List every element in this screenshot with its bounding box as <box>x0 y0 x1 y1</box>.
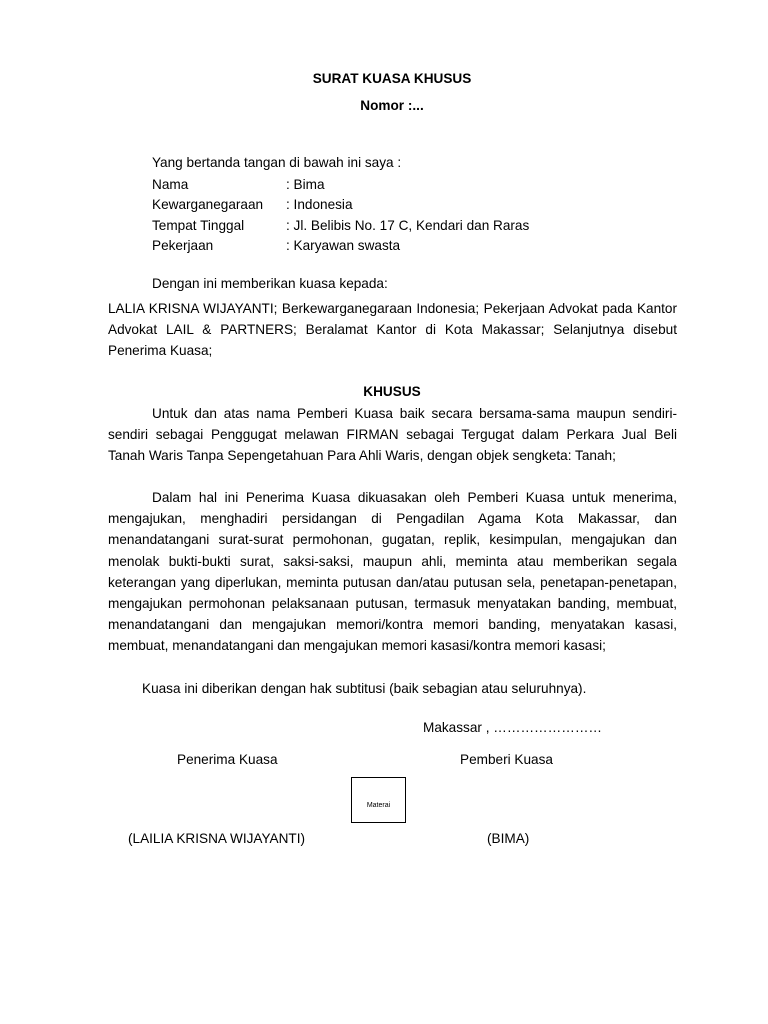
identity-value: : Karyawan swasta <box>286 237 401 253</box>
identity-label: Kewarganegaraan <box>152 197 264 213</box>
hak-paragraph: Kuasa ini diberikan dengan hak subtitusi (baik sebagian atau seluruhnya). <box>142 681 587 696</box>
document-number: Nomor :... <box>360 98 424 113</box>
materai-label: Materai <box>366 802 391 809</box>
identity-label: Nama <box>152 177 189 192</box>
penerima-kuasa-label: Penerima Kuasa <box>177 752 278 767</box>
dalam-paragraph: Dalam hal ini Penerima Kuasa dikuasakan oleh Pemberi Kuasa untuk menerima, mengajukan, menghadiri persidangan di Pengadilan Agama Kota Makassar, dan menandatangani surat-surat permohonan, gugatan, replik, kesimpulan, mengajukan dan menolak bukti-bukti surat, saksi-saksi, maupun ahli, meminta atau memberikan segala keterangan yang diperlukan, meminta putusan dan/atau putusan sela, penetapan-penetapan, mengajukan permohonan pelaksanaan putusan, termasuk menyatakan banding, membuat, menandatangani dan mengajukan memori/kontra memori banding, menyatakan kasasi, membuat, menandatangani dan mengajukan memori kasasi/kontra memori kasasi; <box>108 490 677 654</box>
identity-value: : Jl. Belibis No. 17 C, Kendari dan Raras <box>286 217 530 233</box>
identity-row <box>152 236 529 256</box>
penerima-kuasa-name: (LAILIA KRISNA WIJAYANTI) <box>128 831 306 846</box>
kuasa-intro-line: Dengan ini memberikan kuasa kepada: <box>152 276 388 291</box>
identity-row <box>152 216 529 236</box>
untuk-paragraph: Untuk dan atas nama Pemberi Kuasa baik secara bersama-sama maupun sendiri-sendiri sebagai Penggugat melawan FIRMAN sebagai Tergugat dalam Perkara Jual Beli Tanah Waris Tanpa Sepengetahuan Para Ahli Waris, dengan objek sengketa: Tanah; <box>108 406 677 464</box>
identity-label: Pekerjaan <box>152 237 214 253</box>
identity-row <box>152 195 529 215</box>
identity-value: : Bima <box>286 177 325 192</box>
khusus-heading: KHUSUS <box>363 384 421 399</box>
pemberi-kuasa-name: (BIMA) <box>487 831 530 846</box>
penerima-paragraph: LALIA KRISNA WIJAYANTI; Berkewarganegaraan Indonesia; Pekerjaan Advokat pada Kantor Advokat LAIL & PARTNERS; Beralamat Kantor di Kota Makassar; Selanjutnya disebut Penerima Kuasa; <box>108 301 677 358</box>
pemberi-kuasa-label: Pemberi Kuasa <box>460 752 553 767</box>
materai-stamp-box <box>351 777 406 823</box>
identity-value: : Indonesia <box>286 197 353 213</box>
identity-row <box>152 175 529 195</box>
document-title: SURAT KUASA KHUSUS <box>312 71 472 86</box>
identity-table <box>152 175 529 256</box>
intro-line: Yang bertanda tangan di bawah ini saya : <box>152 155 402 170</box>
identity-label: Tempat Tinggal <box>152 217 245 233</box>
place-date: Makassar , …………………… <box>423 720 603 735</box>
